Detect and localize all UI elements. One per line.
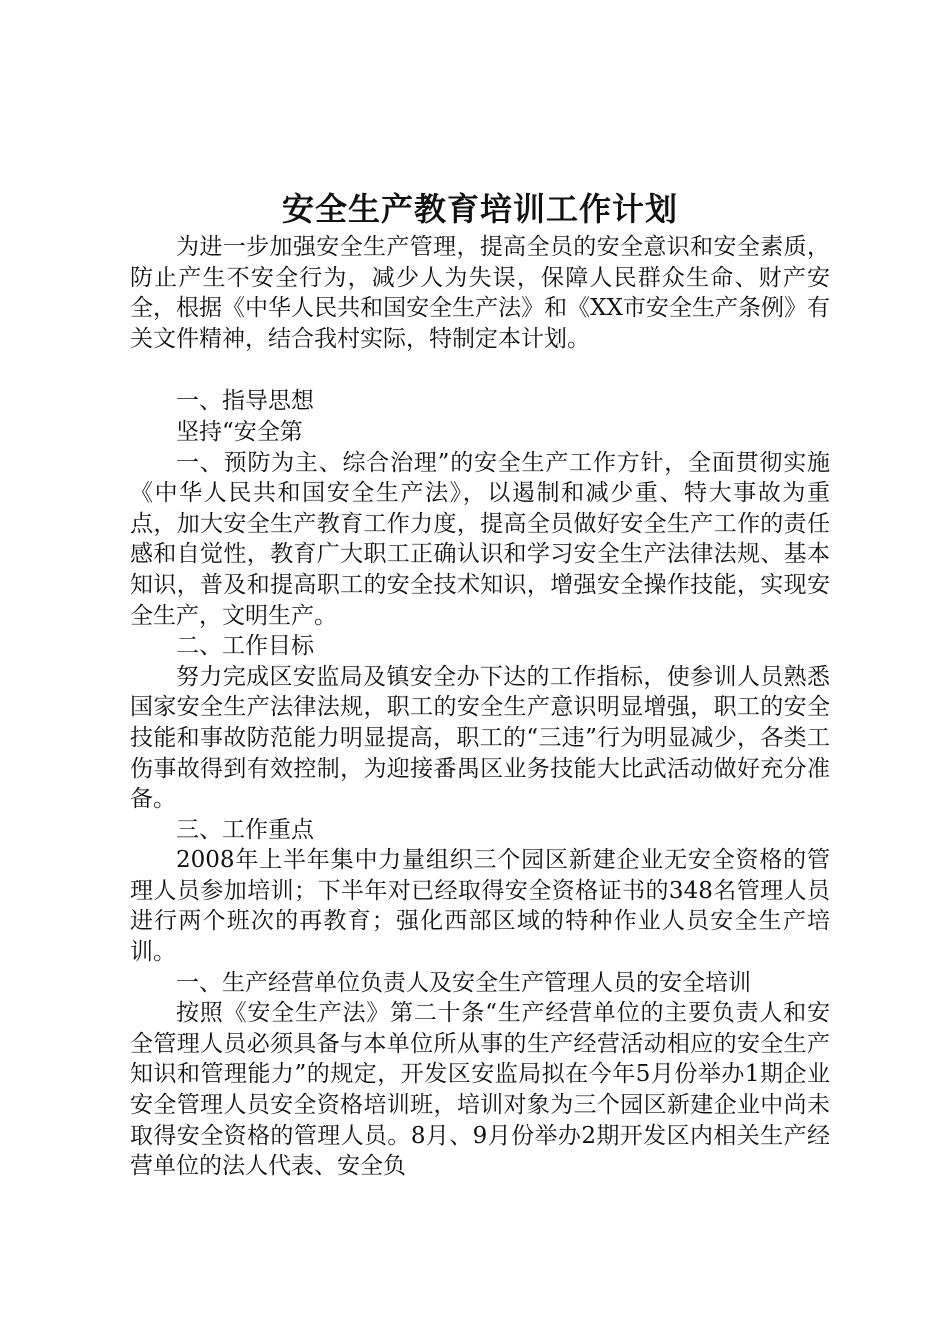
- section-heading-work-focus: 三、工作重点: [176, 816, 314, 843]
- body-paragraph: 2008年上半年集中力量组织三个园区新建企业无安全资格的管理人员参加培训；下半年对已经取得安全资格证书的348名管理人员进行两个班次的再教育；强化西部区域的特种作业人员安全生产培训。: [130, 847, 830, 966]
- body-paragraph: 按照《安全生产法》第二十条“生产经营单位的主要负责人和安全管理人员必须具备与本单位所从事的生产经营活动相应的安全生产知识和管理能力”的规定，开发区安监局拟在今年5月份举办1期企业安全管理人员安全资格培训班，培训对象为三个园区新建企业中尚未取得安全资格的管理人员。8月、9月份举办2期开发区内相关生产经营单位的法人代表、安全负: [130, 1000, 830, 1180]
- paragraph-spacer: [130, 354, 830, 386]
- intro-paragraph: 为进一步加强安全生产管理，提高全员的安全意识和安全素质，防止产生不安全行为，减少人为失误，保障人民群众生命、财产安全，根据《中华人民共和国安全生产法》和《XX市安全生产条例》有关文件精神，结合我村实际，特制定本计划。: [130, 234, 830, 352]
- body-paragraph: 坚持“安全第: [176, 418, 303, 445]
- body-paragraph: 努力完成区安监局及镇安全办下达的工作指标，使参训人员熟悉国家安全生产法律法规，职工的安全生产意识明显增强，职工的安全技能和事故防范能力明显提高，职工的“三违”行为明显减少，各类工伤事故得到有效控制，为迎接番禺区业务技能大比武活动做好充分准备。: [130, 663, 830, 813]
- subsection-heading: 一、生产经营单位负责人及安全生产管理人员的安全培训: [176, 969, 751, 996]
- document-title: 安全生产教育培训工作计划: [281, 190, 678, 228]
- section-heading-work-goals: 二、工作目标: [176, 633, 314, 660]
- document-page: [130, 186, 830, 1182]
- body-paragraph: 一、预防为主、综合治理”的安全生产工作方针，全面贯彻实施《中华人民共和国安全生产法》，以遏制和减少重、特大事故为重点，加大安全生产教育工作力度，提高全员做好安全生产工作的责任感和自觉性，教育广大职工正确认识和学习安全生产法律法规、基本知识，普及和提高职工的安全技术知识，增强安全操作技能，实现安全生产，文明生产。: [130, 449, 830, 629]
- section-heading-guiding-ideology: 一、指导思想: [176, 388, 314, 415]
